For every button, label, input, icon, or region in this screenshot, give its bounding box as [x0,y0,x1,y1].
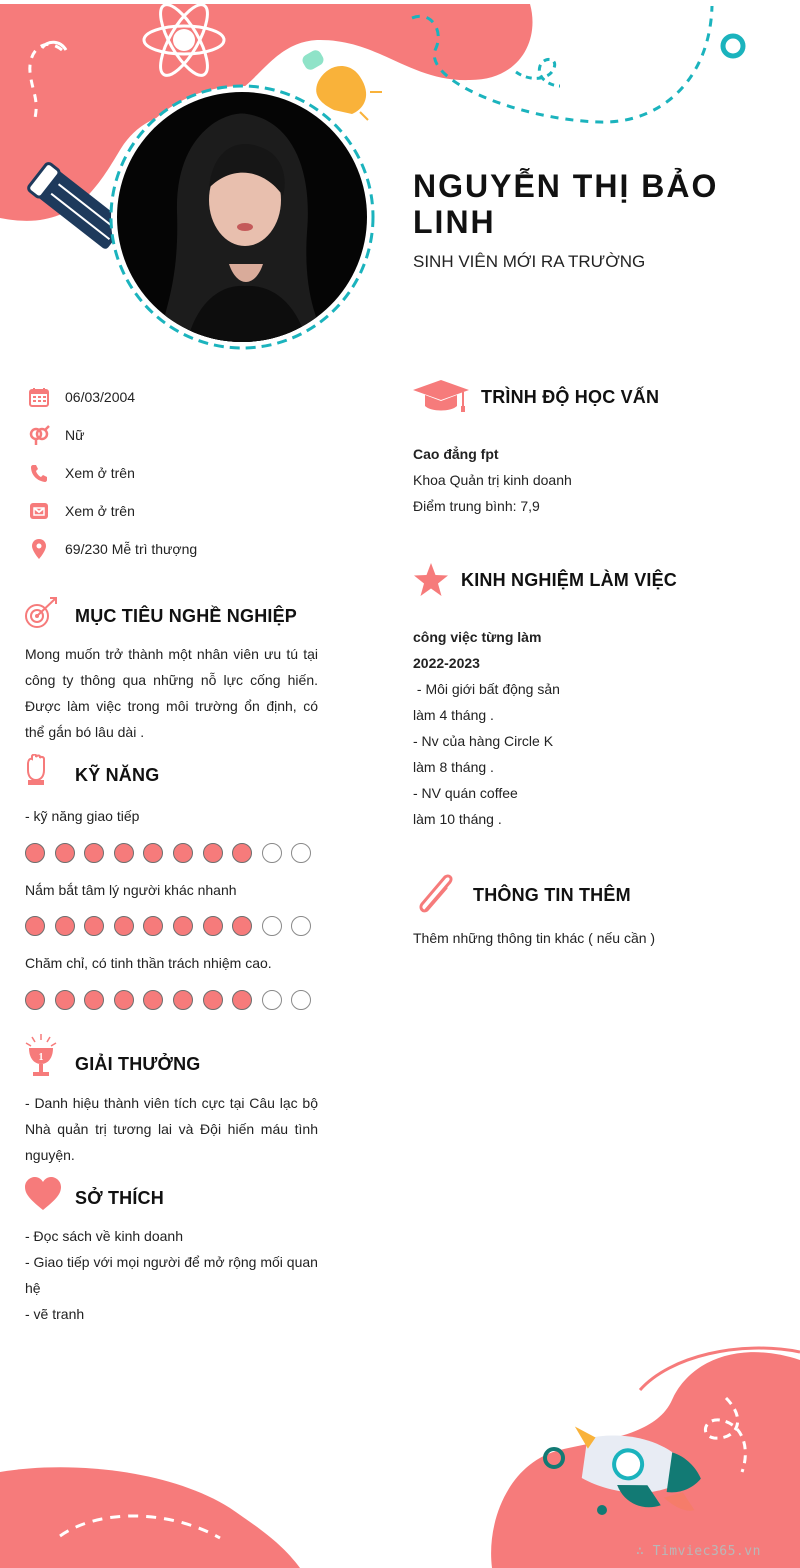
rating-dot-filled [84,916,104,936]
rating-dot-filled [232,916,252,936]
experience-line: - Nv của hàng Circle K [413,733,554,749]
gender-value: Nữ [65,427,85,443]
hobbies-list [25,1223,325,1327]
rating-dot-filled [55,843,75,863]
rating-dot-empty [291,916,311,936]
rating-dot-filled [114,843,134,863]
school-name: Cao đẳng fpt [413,446,499,462]
experience-period: 2022-2023 [413,655,480,671]
experience-details [413,624,560,832]
rating-dot-filled [114,990,134,1010]
rating-dot-filled [84,990,104,1010]
rating-dot-filled [173,990,193,1010]
skill-rating [25,990,321,1010]
target-icon [24,596,58,630]
address-value: 69/230 Mễ trì thượng [65,541,198,557]
job-title: SINH VIÊN MỚI RA TRƯỜNG [413,252,646,271]
gender-icon [28,424,50,446]
experience-line: - NV quán coffee [413,785,518,801]
rating-dot-filled [143,990,163,1010]
objective-title: MỤC TIÊU NGHỀ NGHIỆP [75,606,298,626]
hobbies-title: SỞ THÍCH [75,1188,164,1208]
experience-line: làm 10 tháng . [413,811,502,827]
experience-line: làm 4 tháng . [413,707,494,723]
education-details [413,441,572,519]
rating-dot-filled [203,916,223,936]
email-value: Xem ở trên [65,503,135,519]
objective-text: Mong muốn trở thành một nhân viên ưu tú tại công ty thông qua những nỗ lực cống hiến. Được làm việc trong môi trường ổn định, có thể gắn bó lâu dài . [25,646,318,740]
email-icon [28,500,50,522]
education-title: TRÌNH ĐỘ HỌC VẤN [481,387,660,407]
contact-phone [28,461,135,485]
rating-dot-empty [262,916,282,936]
skill-rating [25,916,321,936]
rating-dot-filled [143,916,163,936]
phone-icon [28,462,50,484]
skill-label: Chăm chỉ, có tinh thần trách nhiệm cao. [25,955,272,971]
trophy-icon [24,1034,58,1078]
rating-dot-filled [143,843,163,863]
rating-dot-filled [203,843,223,863]
rating-dot-filled [173,916,193,936]
contact-email [28,499,135,523]
paperclip-icon [416,874,458,916]
calendar-icon [28,386,50,408]
contact-gender [28,423,84,447]
awards-text: - Danh hiệu thành viên tích cực tại Câu lạc bộ Nhà quản trị tương lai và Đội hiến máu tình nguyện. [25,1095,318,1163]
rating-dot-filled [55,916,75,936]
extra-text: Thêm những thông tin khác ( nếu cần ) [413,930,656,946]
fist-icon [25,754,47,786]
full-name: NGUYỄN THỊ BẢO LINH [413,168,719,240]
skills-title: KỸ NĂNG [75,765,160,785]
rating-dot-filled [173,843,193,863]
rating-dot-filled [232,990,252,1010]
heart-icon [24,1177,62,1211]
birthday-value: 06/03/2004 [65,389,136,405]
rating-dot-filled [25,916,45,936]
watermark: ∴ Timviec365.vn [636,1544,761,1559]
rating-dot-filled [25,843,45,863]
rating-dot-empty [291,990,311,1010]
awards-title: GIẢI THƯỞNG [75,1054,201,1074]
faculty: Khoa Quản trị kinh doanh [413,472,572,488]
avatar [117,92,367,342]
skill-label: Nắm bắt tâm lý người khác nhanh [25,882,237,898]
experience-heading: công việc từng làm [413,629,542,645]
rating-dot-empty [262,990,282,1010]
experience-title: KINH NGHIỆM LÀM VIỆC [461,570,678,590]
experience-line: làm 8 tháng . [413,759,494,775]
phone-value: Xem ở trên [65,465,135,481]
rating-dot-filled [232,843,252,863]
hobby-item: - Đọc sách về kinh doanh [25,1228,183,1244]
rating-dot-filled [84,843,104,863]
rating-dot-filled [114,916,134,936]
star-icon [413,563,449,597]
hobby-item: - vẽ tranh [25,1306,85,1322]
rating-dot-empty [262,843,282,863]
contact-birthday [28,385,135,409]
rating-dot-filled [55,990,75,1010]
hobby-item: - Giao tiếp với mọi người để mở rộng mối quan hệ [25,1254,318,1296]
svg-text:1: 1 [38,1052,44,1063]
rating-dot-empty [291,843,311,863]
location-icon [28,538,50,560]
skill-rating [25,843,321,863]
experience-line: - Môi giới bất động sản [413,681,560,697]
rating-dot-filled [25,990,45,1010]
graduation-cap-icon [413,380,469,414]
contact-address [28,537,197,561]
rating-dot-filled [203,990,223,1010]
gpa: Điểm trung bình: 7,9 [413,498,540,514]
skill-label: - kỹ năng giao tiếp [25,808,140,824]
extra-title: THÔNG TIN THÊM [473,885,631,905]
